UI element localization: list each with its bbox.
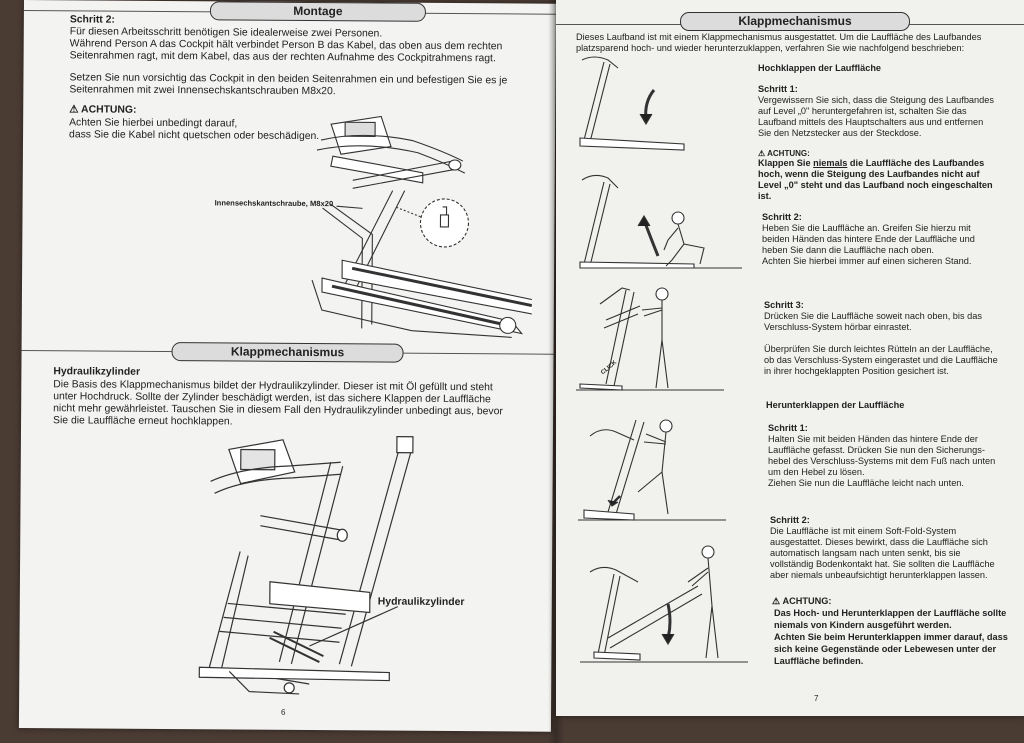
r2-line: automatisch langsam nach unten senkt, bis sie: [770, 548, 961, 558]
s1-line: Laufband mittels des Hauptschalters aus und entfernen: [758, 117, 984, 127]
w1-line: [758, 158, 984, 169]
r2-line: vollständig Bodenkontakt hat. Sie sollten die Lauffläche: [770, 559, 995, 569]
s1-line: auf Level „0" heruntergefahren ist, schalten Sie das: [758, 106, 967, 116]
w1-line: ist.: [758, 191, 772, 201]
w2-heading: [772, 596, 831, 607]
section-montage: Montage: [210, 1, 426, 22]
r1-line: hebel des Verschluss-Systems mit dem Fuß nach unten: [768, 456, 996, 466]
step-illustration-lower-deck: [574, 52, 692, 152]
warning-line: Achten Sie hierbei unbedingt darauf,: [69, 117, 238, 130]
insert-line: Setzen Sie nun vorsichtig das Cockpit in den beiden Seitenrahmen ein und befestigen Sie es je: [69, 72, 508, 87]
s1-title: Schritt 1:: [758, 84, 798, 94]
r2-line: aber niemals unbeaufsichtigt herunterklappen lassen.: [770, 570, 988, 580]
page-number: 6: [281, 707, 286, 717]
r1-line: um den Hebel zu lösen.: [768, 467, 865, 477]
w1-title: ACHTUNG:: [767, 149, 810, 158]
s2-line: beiden Händen das hintere Ende der Lauffläche und: [762, 234, 975, 244]
section-klappmechanismus: Klappmechanismus: [680, 12, 910, 31]
left-page: [19, 0, 556, 732]
step2-line: Während Person A das Cockpit hält verbindet Person B das Kabel, das oben aus dem rechten: [69, 38, 503, 53]
insert-line: Seitenrahmen mit zwei Innensechskantschrauben M8x20.: [69, 84, 336, 98]
s3-line: Verschluss-System hörbar einrastet.: [764, 322, 912, 332]
w2-line: Das Hoch- und Herunterklappen der Lauffläche sollte: [774, 608, 1007, 618]
w1-em: niemals: [813, 158, 848, 168]
r1-title: Schritt 1:: [768, 423, 808, 433]
folded-treadmill-illustration: [169, 431, 471, 697]
step2-line: Seitenrahmen ragt, mit dem Kabel, das aus der rechten Aufnahme des Cockpitrahmens ragt.: [69, 50, 496, 65]
step-illustration-release-lever: [578, 406, 728, 526]
s2-line: heben Sie dann die Lauffläche nach oben.: [762, 245, 934, 255]
w1-post: die Lauffläche des Laufbandes: [847, 158, 985, 168]
s2-line: Achten Sie hierbei immer auf einen sicheren Stand.: [762, 256, 972, 266]
s3b-line: Überprüfen Sie durch leichtes Rütteln an der Lauffläche,: [764, 344, 993, 354]
warning-line: dass Sie die Kabel nicht quetschen oder beschädigen.: [69, 129, 320, 143]
hydraulik-label: Hydraulikzylinder: [377, 596, 465, 609]
w2-line: sich keine Gegenstände oder Lebewesen unter der: [774, 644, 997, 654]
step-illustration-soft-fold: [580, 542, 750, 668]
hydraulik-line: unter Hochdruck. Sollte der Zylinder beschädigt werden, ist das sichere Klappen der Lauffläche: [53, 391, 491, 406]
warning-triangle-icon: ⚠: [772, 596, 781, 606]
step-illustration-lift-deck: [574, 170, 744, 270]
warning-triangle-icon: ⚠: [758, 149, 766, 158]
warning-triangle-icon: ⚠: [69, 104, 79, 116]
w1-pre: Klappen Sie: [758, 158, 814, 168]
warning-title: ACHTUNG:: [81, 104, 137, 116]
hydraulik-line: Die Basis des Klappmechanismus bildet der Hydraulikzylinder. Dieser ist mit Öl gefüllt und steht: [53, 379, 493, 394]
hydraulik-line: nicht mehr gewährleistet. Tauschen Sie in diesem Fall den Hydraulikzylinder unbedingt aus, bevor: [53, 403, 503, 418]
intro-line: Dieses Laufband ist mit einem Klappmechanismus ausgestattet. Um die Lauffläche des Laufbandes: [576, 32, 982, 42]
s3-line: Drücken Sie die Lauffläche soweit nach oben, bis das: [764, 311, 982, 321]
right-page: [556, 0, 1024, 716]
r2-line: Die Lauffläche ist mit einem Soft-Fold-System: [770, 526, 957, 536]
hydraulik-title: Hydraulikzylinder: [53, 366, 141, 378]
warning-heading: [69, 104, 136, 116]
step2-title: Schritt 2:: [69, 14, 115, 26]
w2-line: niemals von Kindern ausgeführt werden.: [774, 620, 952, 630]
cockpit-assembly-illustration: [212, 109, 534, 343]
w2-title: ACHTUNG:: [782, 596, 832, 606]
s3b-line: in ihrer hochgeklappten Position gesichert ist.: [764, 366, 949, 376]
s3-title: Schritt 3:: [764, 300, 804, 310]
r2-line: ausgestattet. Dieses bewirkt, dass die Lauffläche sich: [770, 537, 988, 547]
w2-line: Lauffläche befinden.: [774, 656, 864, 666]
section-klappmechanismus: Klappmechanismus: [171, 342, 403, 363]
hydraulik-line: Sie die Lauffläche erneut hochklappen.: [53, 415, 233, 428]
page-number: 7: [814, 694, 819, 703]
r1-line: Halten Sie mit beiden Händen das hintere Ende der: [768, 434, 978, 444]
r2-title: Schritt 2:: [770, 515, 810, 525]
step2-line: Für diesen Arbeitsschritt benötigen Sie idealerweise zwei Personen.: [69, 26, 383, 40]
s1-line: Vergewissern Sie sich, dass die Steigung des Laufbandes: [758, 95, 994, 105]
s2-title: Schritt 2:: [762, 212, 802, 222]
s2-line: Heben Sie die Lauffläche an. Greifen Sie hierzu mit: [762, 223, 971, 233]
screw-label: Innensechskantschraube, M8x20: [214, 198, 334, 209]
hoch-title: Hochklappen der Lauffläche: [758, 63, 882, 73]
step-illustration-lock-upright: [576, 280, 726, 392]
runter-title: Herunterklappen der Lauffläche: [766, 400, 905, 410]
w2-line: Achten Sie beim Herunterklappen immer darauf, dass: [774, 632, 1008, 642]
s3b-line: ob das Verschluss-System eingerastet und die Lauffläche: [764, 355, 998, 365]
intro-line: platzsparend hoch- und wieder herunterzuklappen, verfahren Sie wie nachfolgend beschrieben:: [576, 43, 965, 53]
r1-line: Lauffläche gefasst. Drücken Sie nun den Sicherungs-: [768, 445, 985, 455]
r1-line: Ziehen Sie nun die Lauffläche leicht nach unten.: [768, 478, 964, 488]
s1-line: Sie den Netzstecker aus der Steckdose.: [758, 128, 922, 138]
w1-line: Level „0" steht und das Laufband noch eingeschalten: [758, 180, 993, 190]
w1-line: hoch, wenn die Steigung des Laufbandes nicht auf: [758, 169, 980, 179]
click-label: CLICK: [600, 359, 619, 377]
